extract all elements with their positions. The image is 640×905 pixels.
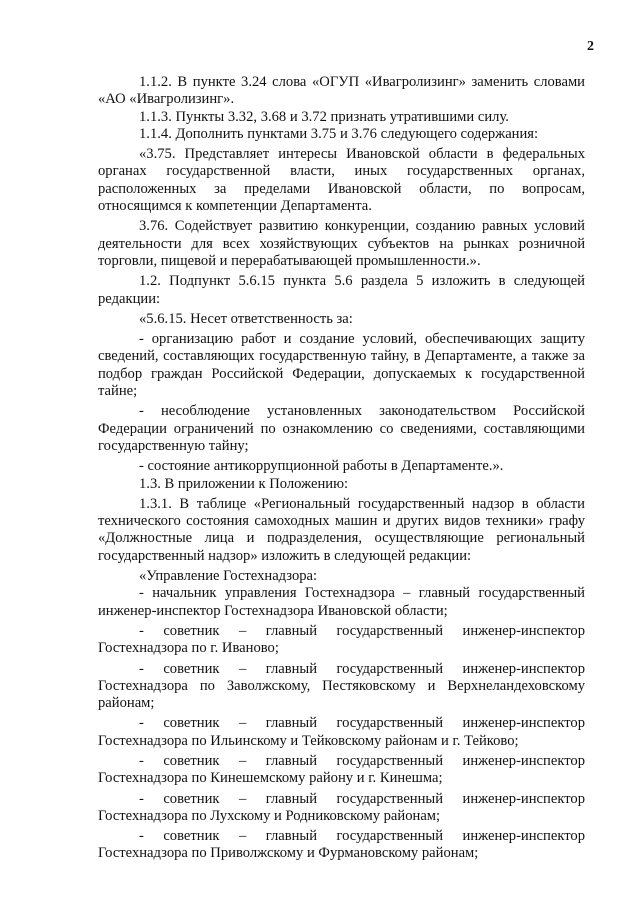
document-body	[98, 74, 585, 863]
paragraph-1-1-3: 1.1.3. Пункты 3.32, 3.68 и 3.72 признать утратившими силу.	[139, 108, 509, 125]
list-item-lukhsky: - советник – главный государственный инженер-инспектор Гостехнадзора по Лухскому и Родниковскому районам;	[98, 790, 585, 824]
list-item-ivanovo: - советник – главный государственный инженер-инспектор Гостехнадзора по г. Иваново;	[98, 622, 585, 657]
page-number: 2	[587, 39, 594, 54]
list-item-ilyinsky: - советник – главный государственный инженер-инспектор Гостехнадзора по Ильинскому и Тейковскому районам и г. Тейково;	[98, 715, 585, 749]
list-item-head-of-department: - начальник управления Гостехнадзора – главный государственный инженер-инспектор Гостехнадзора Ивановской области;	[98, 585, 585, 619]
paragraph-1-3-1: 1.3.1. В таблице «Региональный государственный надзор в области технического состояния самоходных машин и других видов техники» графу «Должностные лица и подразделения, осуществляющие региональный государственный надзор» изложить в следующей редакции:	[98, 495, 585, 564]
paragraph-5-6-15: «5.6.15. Несет ответственность за:	[139, 310, 353, 327]
list-item-kineshemsky: - советник – главный государственный инженер-инспектор Гостехнадзора по Кинешемскому району и г. Кинешма;	[98, 752, 585, 787]
paragraph-3-75: «3.75. Представляет интересы Ивановской области в федеральных органах государственной власти, иных государственных органах, расположенных за пределами Ивановской области, по вопросам, относящимся к компетенции Департамента.	[98, 146, 585, 215]
paragraph-3-76: 3.76. Содействует развитию конкуренции, созданию равных условий деятельности для всех хозяйствующих субъектов на рынках розничной торговли, пищевой и перерабатывающей промышленности.».	[98, 218, 585, 269]
list-item-restrictions: - несоблюдение установленных законодательством Российской Федерации ограничений по ознакомлению со сведениями, составляющими государственную тайну;	[98, 403, 585, 454]
list-item-zavolzhsky: - советник – главный государственный инженер-инспектор Гостехнадзора по Заволжскому, Пестяковскому и Верхнеландеховскому районам;	[98, 660, 585, 712]
paragraph-1-1-2: 1.1.2. В пункте 3.24 слова «ОГУП «Ивагролизинг» заменить словами «АО «Ивагролизинг».	[98, 74, 585, 108]
paragraph-1-2: 1.2. Подпункт 5.6.15 пункта 5.6 раздела 5 изложить в следующей редакции:	[98, 273, 585, 307]
paragraph-1-1-4: 1.1.4. Дополнить пунктами 3.75 и 3.76 следующего содержания:	[139, 125, 539, 142]
paragraph-1-3: 1.3. В приложении к Положению:	[139, 475, 349, 492]
list-item-privolzhsky: - советник – главный государственный инженер-инспектор Гостехнадзора по Приволжскому и Фурмановскому районам;	[98, 828, 585, 862]
list-item-state-secret: - организацию работ и создание условий, обеспечивающих защиту сведений, составляющих государственную тайну, в Департаменте, а также за подбор граждан Российской Федерации, допускаемых к государственной тайне;	[98, 331, 585, 400]
paragraph-gostekhnadzor-heading: «Управление Гостехнадзора:	[139, 568, 318, 585]
list-item-anticorruption: - состояние антикоррупционной работы в Департаменте.».	[139, 458, 504, 475]
